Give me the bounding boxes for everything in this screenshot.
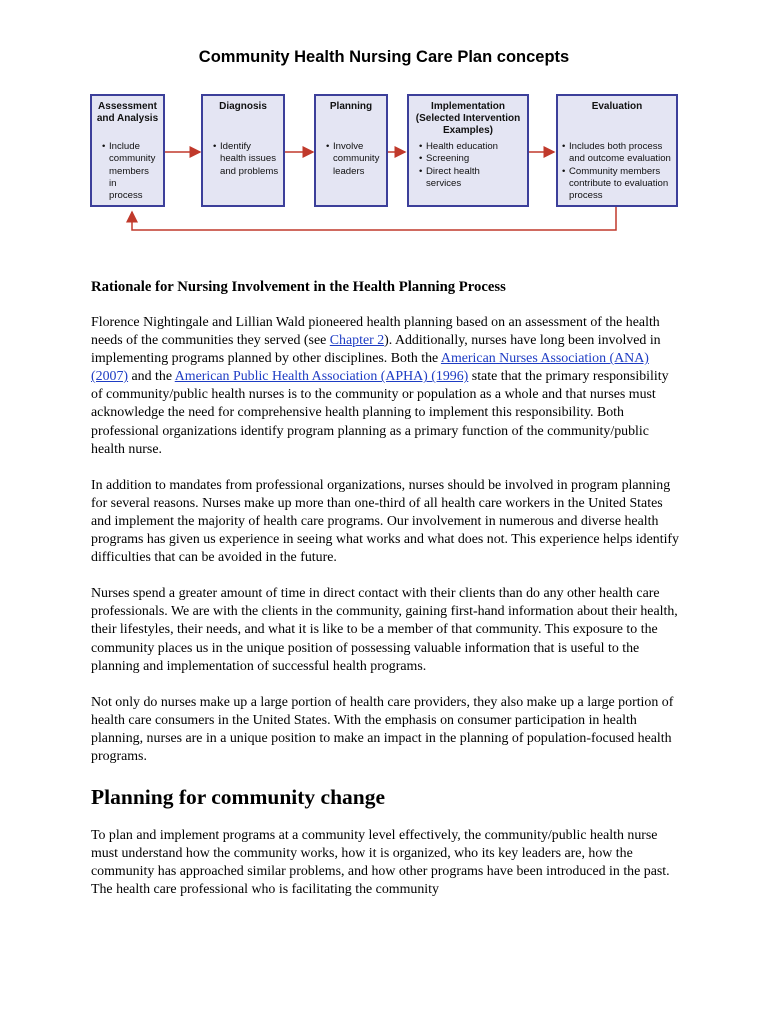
box-planning [314,94,388,207]
bullet: • Screening [419,153,523,165]
box-heading: Evaluation [591,101,643,112]
box-heading: Implementation (Selected Intervention Examples) [415,101,521,136]
box-assessment [90,94,165,207]
bullet: • Direct health services [419,166,523,191]
article-body [91,278,681,917]
paragraph: To plan and implement programs at a community level effectively, the community/public health nurse must understand how the community works, how it is organized, who its key leaders are, how the community has approached similar problems, and how other programs have been introduced in the past. The health care professional who is facilitating the community [91,828,670,898]
page-title: Community Health Nursing Care Plan concepts [198,48,570,66]
bullet: • Include community members in process [102,141,159,202]
box-heading: Assessment and Analysis [96,101,159,124]
nursing-process-diagram [80,84,690,244]
paragraph: Florence Nightingale and Lillian Wald pioneered health planning based on an assessment of the health needs of the communities they served (see Chapter 2). Additionally, nurses have long been involved in implementing programs planned by other disciplines. Both the American Nurses Association (ANA) (2007) and the American Public Health Association (APHA) (1996) state that the primary responsibility of community/public health nurses is to the community or population as a whole and that nurses must acknowledge the need for comprehensive health planning to implement this responsibility. Both professional organizations identify program planning as a primary function of the community/public health nurse. [91,315,669,457]
bullet: • Identify health issues and problems [213,141,279,178]
section-heading-rationale: Rationale for Nursing Involvement in the Health Planning Process [91,279,506,295]
bullet: • Community members contribute to evaluation process [562,166,672,203]
paragraph: Nurses spend a greater amount of time in direct contact with their clients than do any other health care professionals. We are with the clients in the community, gaining first-hand information about their health, their lifestyles, their needs, and what it is like to be a member of that community. This exposure to the community places us in the unique position of possessing valuable information that is useful to the planning and implementation of successful health programs. [91,586,678,674]
paragraph: In addition to mandates from professional organizations, nurses should be involved in program planning for several reasons. Nurses make up more than one-third of all health care workers in the United States and implement the majority of health care programs. Our involvement in numerous and diverse health programs has given us experience in seeing what works and what does not. This experience helps identify difficulties that can be avoided in the future. [91,477,680,566]
link-ana-2007[interactable]: American Nurses Association (ANA) (2007) [91,351,649,385]
bullet: • Includes both process and outcome evaluation [562,141,672,166]
paragraph: Not only do nurses make up a large portion of health care providers, they also make up a large portion of health care consumers in the United States. With the emphasis on consumer participation in health planning, nurses are in a unique position to make an impact in the planning of population-focused health programs. [91,694,674,764]
section-heading-planning: Planning for community change [91,785,386,810]
bullet: • Health education [419,141,523,153]
box-diagnosis [201,94,285,207]
link-apha-1996[interactable]: American Public Health Association (APHA) (1996) [174,369,469,385]
box-implementation [407,94,529,207]
box-heading: Diagnosis [219,101,267,112]
feedback-arrow [132,207,616,230]
box-evaluation [556,94,678,207]
link-chapter-2[interactable]: Chapter 2 [329,333,385,349]
bullet: • Involve community leaders [326,141,382,178]
box-heading: Planning [329,101,373,112]
